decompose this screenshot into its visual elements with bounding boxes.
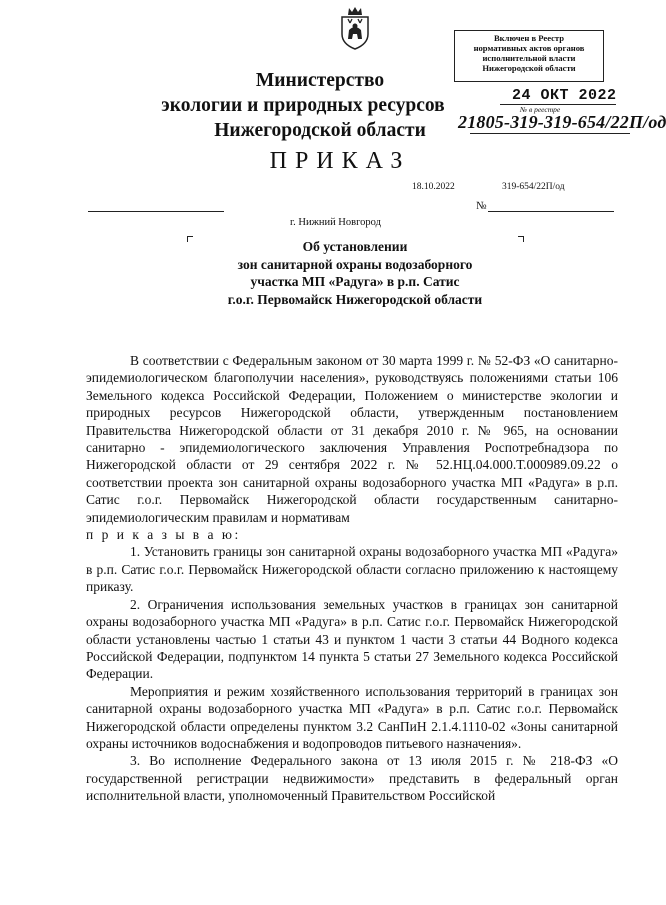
- stamp-line-2: нормативных актов органов: [473, 43, 585, 53]
- document-subject: [150, 238, 560, 308]
- stamp-line-1: Включен в Реестр: [493, 33, 565, 43]
- number-underline: [488, 211, 614, 212]
- ministry-line-3: Нижегородской области: [214, 120, 426, 141]
- stamp-line-3: исполнительной власти: [482, 53, 576, 63]
- ministry-line-1: Министерство: [255, 70, 385, 91]
- registry-number: 21805-319-319-654/22П/од: [458, 112, 666, 132]
- order-item-2-continuation: Мероприятия и режим хозяйственного использования территорий в границах зон санитарной охраны водозаборного участка МП «Радуга» в р.п. Сатис г.о.г. Первомайск Нижегородской области определены пунктом 3.2 СанПиН 2.1.4.1110-02 «Зоны санитарной охраны источников водоснабжения и водопроводов питьевого назначения».: [86, 683, 618, 751]
- subject-line-1: Об установлении: [302, 239, 408, 254]
- subject-line-4: г.о.г. Первомайск Нижегородской области: [227, 291, 483, 307]
- ministry-name: [161, 68, 450, 143]
- registry-stamp: [454, 30, 604, 82]
- stamp-line-4: Нижегородской области: [482, 63, 576, 73]
- order-item-1: 1. Установить границы зон санитарной охраны водозаборного участка МП «Радуга» в р.п. Сатис г.о.г. Первомайск Нижегородской области согласно приложению к настоящему приказу.: [86, 544, 618, 595]
- document-date: 18.10.2022: [412, 182, 455, 192]
- ministry-line-2: экологии и природных ресурсов: [161, 95, 445, 116]
- number-sign: №: [476, 200, 487, 212]
- document-city: г. Нижний Новгород: [290, 217, 381, 228]
- registry-number-underline: [470, 133, 630, 134]
- stamp-reg-caption: № в реестре: [520, 105, 561, 114]
- order-item-2: 2. Ограничения использования земельных участков в границах зон санитарной охраны водозаборного участка МП «Радуга» в р.п. Сатис г.о.г. Первомайск Нижегородской области установлены частью 1 статьи 43 и пунктом 1 части 3 статьи 44 Водного кодекса Российской Федерации, подпунктом 14 пункта 5 статьи 27 Земельного кодекса Российской Федерации.: [86, 596, 618, 682]
- preamble-paragraph: В соответствии с Федеральным законом от 30 марта 1999 г. № 52-ФЗ «О санитарно-эпидемиологическом благополучии населения», руководствуясь положениями статьи 106 Земельного кодекса Российской Федерации, Положением о министерстве экологии и природных ресурсов Нижегородской области, утвержденным постановлением Правительства Нижегородской области от 31 декабря 2010 г. № 965, на основании санитарно - эпидемиологического заключения Управления Роспотребнадзора по Нижегородской области от 29 сентября 2022 г. № 52.НЦ.04.000.Т.000989.09.22 о соответствии проекта зон санитарной охраны водозаборного участка МП «Радуга» в р.п. Сатис г.о.г. Первомайск Нижегородской области государственным санитарно-эпидемиологическим правилам и нормативам: [86, 353, 618, 525]
- document-body: [86, 352, 618, 805]
- order-item-3: 3. Во исполнение Федерального закона от 13 июля 2015 г. № 218-ФЗ «О государственной регистрации недвижимости» представить в федеральный орган исполнительной власти, уполномоченный Правительством Российской: [86, 753, 618, 804]
- coat-of-arms-icon: [338, 6, 372, 50]
- date-underline: [88, 211, 224, 212]
- subject-line-2: зон санитарной охраны водозаборного: [237, 256, 473, 272]
- stamp-date: 24 ОКТ 2022: [512, 87, 617, 104]
- document-number: 319-654/22П/од: [502, 182, 565, 192]
- subject-line-3: участка МП «Радуга» в р.п. Сатис: [250, 274, 460, 289]
- document-type-title: ПРИКАЗ: [269, 148, 411, 174]
- order-word: п р и к а з ы в а ю:: [86, 527, 241, 543]
